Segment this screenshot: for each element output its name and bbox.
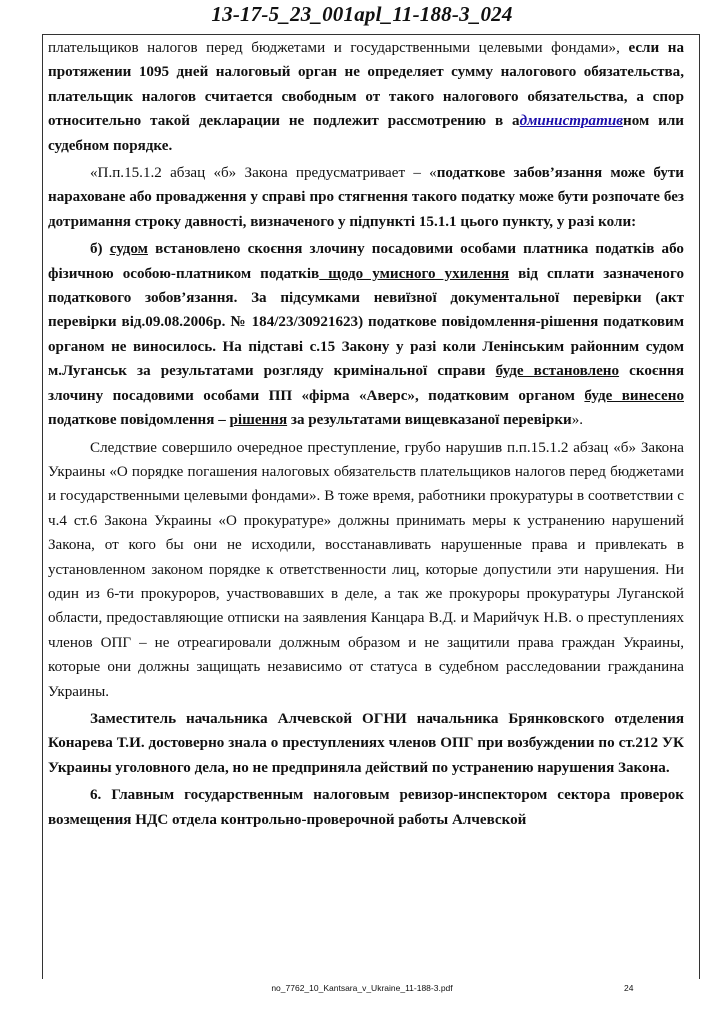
paragraph-investigation: Следствие совершило очередное преступление, грубо нарушив п.п.15.1.2 абзац «б» Закона Украины «О порядке погашения налоговых обязательств плательщиков налогов перед бюджетами и государственными целевыми фондами». В тоже время, работники прокуратуры в соответствии с ч.4 ст.6 Закона Украины «О прокуратуре» должны принимать меры к устранению нарушений Закона, от кого бы они не исходили, восстанавливать нарушенные права и привлекать в установленном законом порядке к ответственности лиц, которые допустили эти нарушения. Ни один из 6-ти прокуроров, участвовавших в деле, а так же прокуроры прокуратуры Луганской области, предоставляющие отписки на заявления Канцара В.Д. и Марийчук Н.В. о преступлениях членов ОПГ – не отреагировали должным образом и не защитили права граждан Украины, которые они должны защищать независимо от статуса в судебном расследовании гражданина Украины. (48, 439, 684, 700)
paragraph-quote-b: б) судом встановлено скоєння злочину посадовими особами платника податків або фізичною особою-платником податків щодо умисного ухилення від сплати зазначеного податкового зобов’язання. За підсумками невиїзної документальної перевірки (акт перевірки від.09.08.2006р. № 184/23/30921623) податкове повідомлення-рішення податковим органом не виносилось. На підставі с.15 Закону у разі коли Ленінським районним судом м.Луганськ за результатами розгляду кримінальної справи буде встановлено скоєння злочину посадовими особами ПП «фірма «Аверс», податковим органом буде винесено податкове повідомлення – рішення за результатами вищевказаної перевірки». (48, 241, 684, 429)
paragraph-deputy-head: Заместитель начальника Алчевской ОГНИ начальника Брянковского отделения Конарева Т.И. достоверно знала о преступлениях членов ОПГ при возбуждении по ст.212 УК Украины уголовного дела, но не предприняла действий по устранению нарушения Закона. (48, 710, 684, 776)
page-number: 24 (624, 983, 634, 993)
document-reference-header: 13-17-5_23_001apl_11-188-3_024 (211, 2, 513, 26)
highlighted-word-link[interactable]: дминистратив (519, 113, 623, 130)
document-body (48, 36, 684, 832)
paragraph-law-quote: «П.п.15.1.2 абзац «б» Закона предусматривает – «податкове забов’язання може бути нараховане або провадження у справі про стягнення такого податку може бути розпочате без дотримання строку давності, визначеного у підпункті 15.1.1 цього пункту, у разі коли: (48, 165, 684, 230)
footer-filename: no_7762_10_Kantsara_v_Ukraine_11-188-3.pdf (271, 983, 453, 993)
paragraph-continuation: плательщиков налогов перед бюджетами и государственными целевыми фондами», если на протяжении 1095 дней налоговый орган не определяет сумму налогового обязательства, плательщик налогов считается свободным от такого налогового обязательства, а спор относительно такой декларации не подлежит рассмотрению в административном или судебном порядке. (48, 40, 684, 154)
paragraph-item-6: 6. Главным государственным налоговым ревизор-инспектором сектора проверок возмещения НДС отдела контрольно-проверочной работы Алчевской (48, 787, 684, 828)
